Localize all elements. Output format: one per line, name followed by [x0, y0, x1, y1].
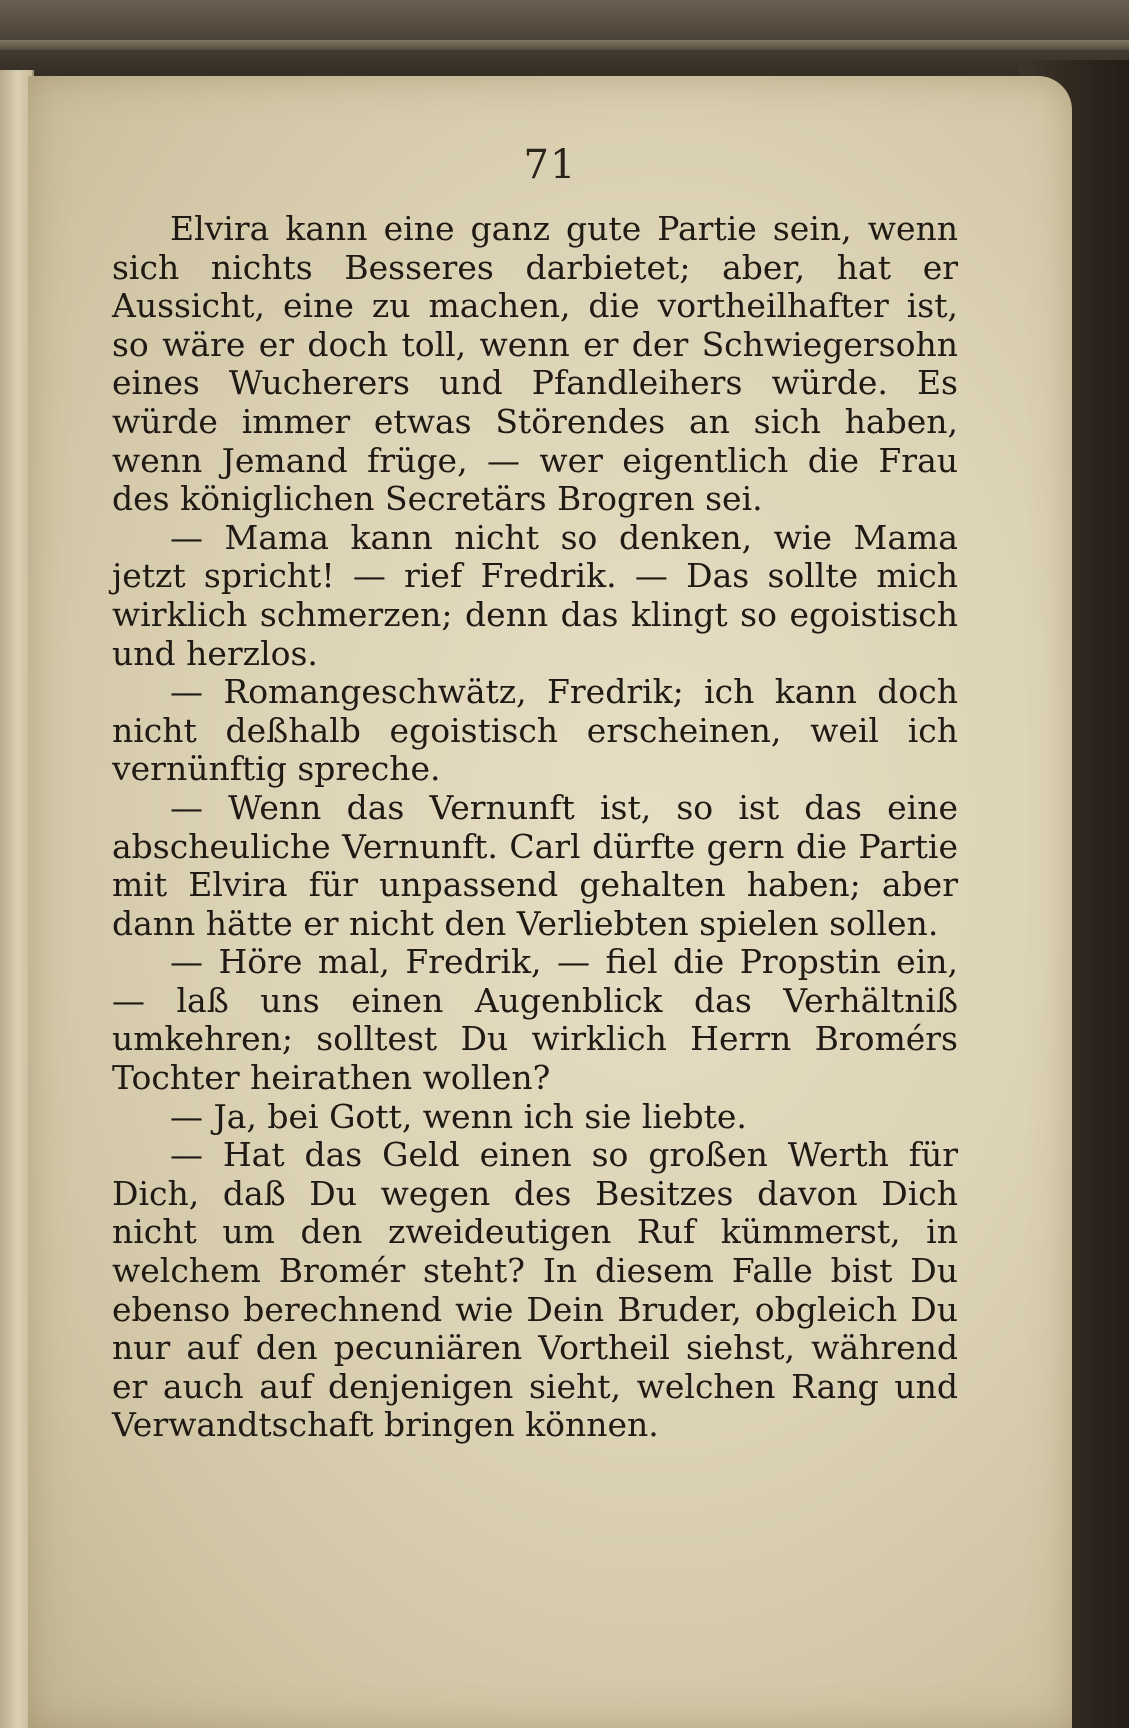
paragraph: Elvira kann eine ganz gute Partie sein, wenn sich nichts Besseres darbietet; aber, hat er Aussicht, eine zu machen, die vortheilhafter ist, so wäre er doch toll, wenn er der Schwiegersohn eines Wucherers und Pfandleihers würde. Es würde immer etwas Störendes an sich haben, wenn Jemand früge, — wer eigentlich die Frau des königlichen Secretärs Brogren sei. — [112, 209, 958, 519]
paragraph: — Hat das Geld einen so großen Werth für Dich, daß Du wegen des Besitzes davon Dich nicht um den zweideutigen Ruf kümmerst, in welchem Bromér steht? In diesem Falle bist Du ebenso berechnend wie Dein Bruder, obgleich Du nur auf den pecuniären Vortheil siehst, während er auch auf denjenigen sieht, welchen Rang und Verwandtschaft bringen können. — [112, 1135, 958, 1445]
book-page — [28, 76, 1072, 1728]
paragraph: — Mama kann nicht so denken, wie Mama jetzt spricht! — rief Fredrik. — Das sollte mich wirklich schmerzen; denn das klingt so egoistisch und herzlos. — [112, 517, 958, 673]
page-text — [112, 210, 958, 1445]
paragraph: — Höre mal, Fredrik, — fiel die Propstin ein, — laß uns einen Augenblick das Verhältniß umkehren; solltest Du wirklich Herrn Bromérs Tochter heirathen wollen? — [112, 942, 958, 1098]
paragraph: — Ja, bei Gott, wenn ich sie liebte. — [170, 1096, 747, 1136]
paragraph: — Wenn das Vernunft ist, so ist das eine abscheuliche Vernunft. Carl dürfte gern die Partie mit Elvira für unpassend gehalten haben; aber dann hätte er nicht den Verliebten spielen sollen. — [112, 787, 958, 943]
paragraph: — Romangeschwätz, Fredrik; ich kann doch nicht deßhalb egoistisch erscheinen, weil ich vernünftig spreche. — [112, 672, 958, 789]
page-number: 71 — [523, 142, 577, 188]
book-cover-edge — [0, 0, 1129, 86]
